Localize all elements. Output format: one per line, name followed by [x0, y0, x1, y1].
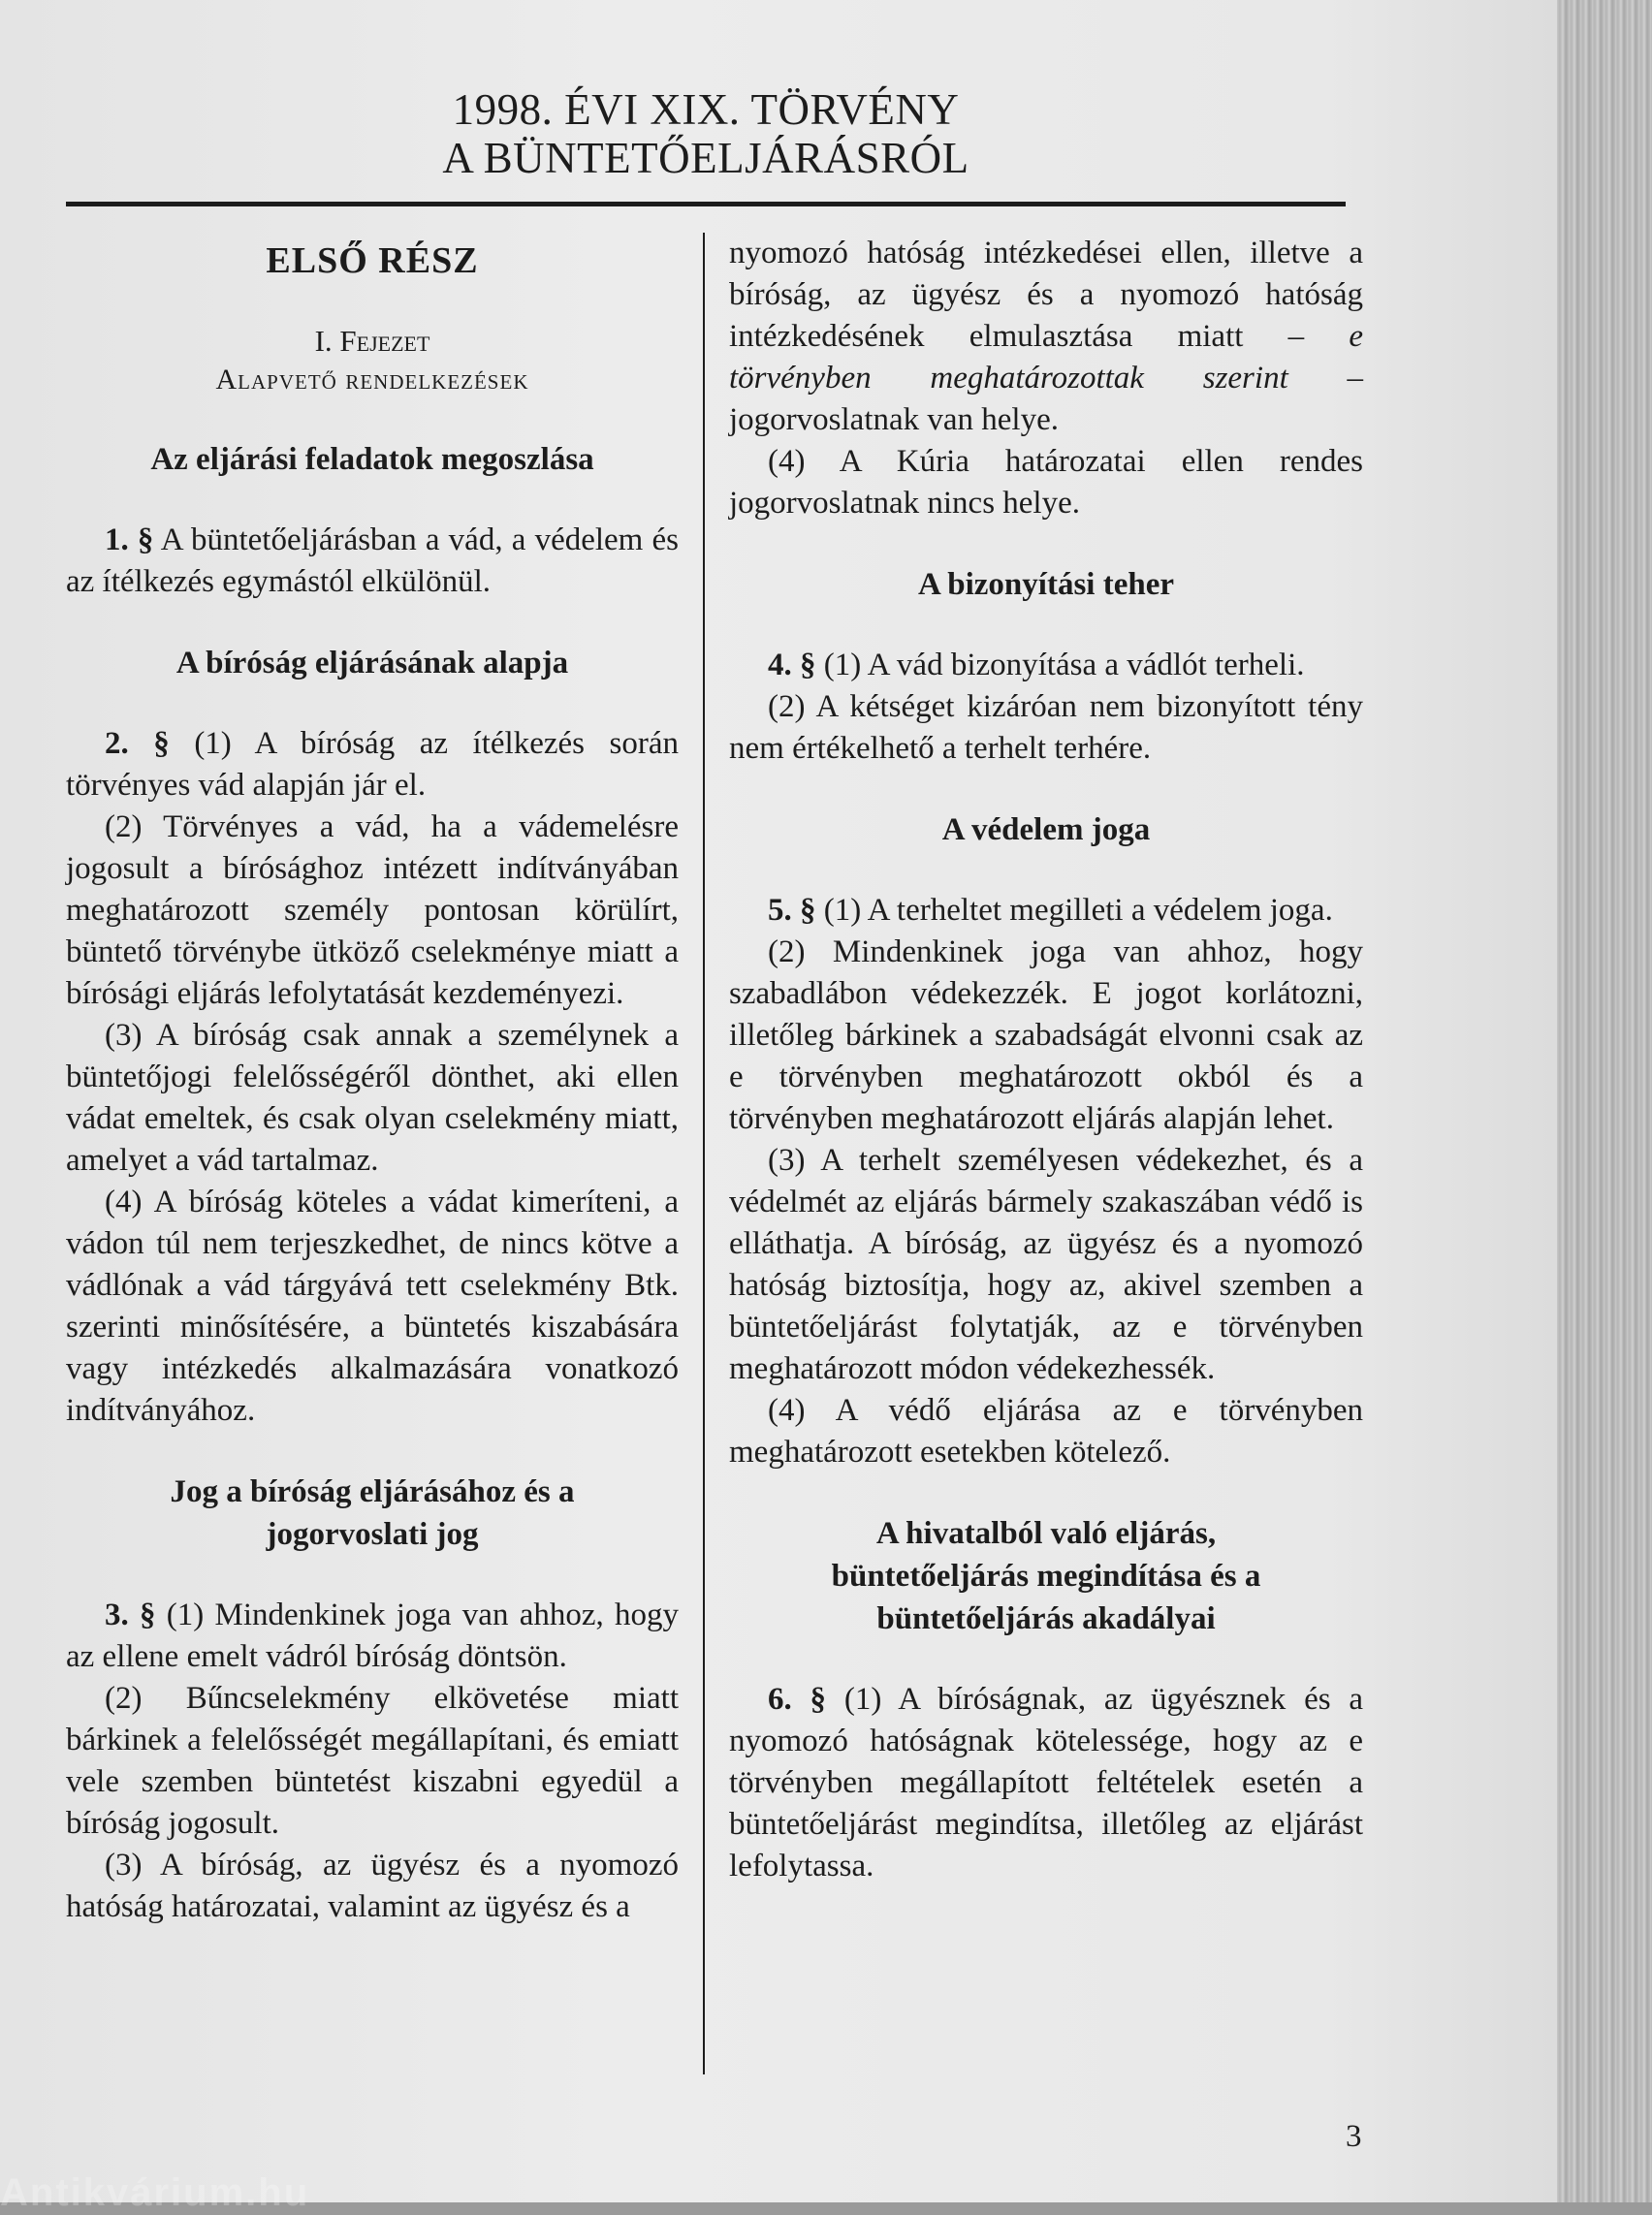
chapter-number: I. Fejezet — [314, 324, 430, 358]
page-number: 3 — [1346, 2119, 1362, 2154]
section-heading: Az eljárási feladatok megoszlása — [150, 442, 594, 477]
section-heading: A védelem joga — [941, 812, 1151, 847]
right-column — [729, 233, 1363, 1887]
part-title: ELSŐ RÉSZ — [266, 240, 479, 281]
section-number: 2. § — [105, 726, 170, 761]
section-heading: A hivatalból való eljárás, büntetőeljárás megindítása és a büntetőeljárás akadályai — [831, 1516, 1261, 1636]
section-paragraph: 3. § (1) Mindenkinek joga van ahhoz, hogy az ellene emelt vádról bíróság döntsön. — [66, 1598, 680, 1674]
section-paragraph: (2) Törvényes a vád, ha a vádemelésre jogosult a bírósághoz intézett indítványában meghatározott személy pontosan körülírt, büntető törvénybe ütköző cselekménye miatt a bírósági eljárás lefolytatását kezdeményezi. — [66, 809, 679, 1011]
section-heading: Jog a bíróság eljárásához és a jogorvoslati jog — [170, 1474, 575, 1552]
chapter-title: Alapvető rendelkezések — [215, 364, 529, 396]
section-heading: A bizonyítási teher — [918, 567, 1174, 602]
header-rule — [66, 202, 1346, 206]
section-paragraph: 2. § (1) A bíróság az ítélkezés során törvényes vád alapján jár el. — [66, 726, 679, 803]
section-number: 5. § — [768, 893, 816, 928]
section-paragraph: (2) Mindenkinek joga van ahhoz, hogy szabadlábon védekezzék. E jogot korlátozni, illetőleg bárkinek a szabadságát elvonni csak az e törvényben meghatározott okból és a törvényben meghatározott eljárás alapján lehet. — [729, 934, 1363, 1136]
section-number: 4. § — [768, 648, 816, 682]
section-paragraph: (3) A bíróság, az ügyész és a nyomozó hatóság határozatai, valamint az ügyész és a — [66, 1848, 679, 1924]
section-number: 6. § — [768, 1682, 827, 1717]
column-divider — [703, 233, 705, 2074]
section-paragraph: (4) A bíróság köteles a vádat kimeríteni, a vádon túl nem terjeszkedhet, de nincs kötve a vádlónak a vád tárgyává tett cselekmény Btk. szerinti minősítésére, a büntetés kiszabására vagy intézkedés alkalmazására vonatkozó indítványához. — [66, 1185, 679, 1428]
left-column — [66, 233, 679, 1928]
section-paragraph: (2) A kétséget kizáróan nem bizonyított tény nem értékelhető a terhelt terhére. — [729, 689, 1363, 766]
section-number: 1. § — [105, 522, 154, 557]
section-paragraph: (4) A Kúria határozatai ellen rendes jogorvoslatnak nincs helye. — [729, 444, 1363, 521]
section-paragraph: 5. § (1) A terheltet megilleti a védelem joga. — [768, 893, 1333, 928]
section-paragraph: (2) Bűncselekmény elkövetése miatt bárkinek a felelősségét megállapítani, és emiatt vele szemben büntetést kiszabni egyedül a bíróság jogosult. — [66, 1681, 679, 1841]
section-paragraph: nyomozó hatóság intézkedései ellen, illetve a bíróság, az ügyész és a nyomozó hatóság intézkedésének elmulasztása miatt – e törvényben meghatározottak szerint – jogorvoslatnak van helye. — [729, 236, 1363, 437]
law-title-line1: 1998. ÉVI XIX. TÖRVÉNY — [452, 85, 960, 134]
section-paragraph: (3) A terhelt személyesen védekezhet, és a védelmét az eljárás bármely szakaszában védő is elláthatja. A bíróság, az ügyész és a nyomozó hatóság biztosítja, hogy az, akivel szemben a büntetőeljárást folytatják, az e törvényben meghatározott módon védekezhessék. — [729, 1143, 1363, 1386]
section-heading: A bíróság eljárásának alapja — [175, 646, 569, 680]
law-title — [66, 85, 1346, 182]
section-paragraph: (4) A védő eljárása az e törvényben meghatározott esetekben kötelező. — [729, 1393, 1363, 1470]
section-paragraph: 6. § (1) A bíróságnak, az ügyésznek és a nyomozó hatóságnak kötelessége, hogy az e törvényben megállapított feltételek esetén a büntetőeljárást megindítsa, illetőleg az eljárást lefolytassa. — [729, 1682, 1364, 1883]
section-paragraph: (3) A bíróság csak annak a személynek a büntetőjogi felelősségéről dönthet, aki ellen vádat emeltek, és csak olyan cselekmény miatt, amelyet a vád tartalmaz. — [66, 1018, 679, 1178]
section-paragraph: 4. § (1) A vád bizonyítása a vádlót terheli. — [768, 648, 1305, 682]
section-paragraph: 1. § A büntetőeljárásban a vád, a védelem és az ítélkezés egymástól elkülönül. — [66, 522, 679, 599]
watermark: Antikvárium.hu — [0, 2171, 310, 2214]
law-title-line2: A BÜNTETŐELJÁRÁSRÓL — [442, 134, 969, 182]
book-page-edges — [1557, 0, 1652, 2202]
section-number: 3. § — [105, 1598, 156, 1632]
